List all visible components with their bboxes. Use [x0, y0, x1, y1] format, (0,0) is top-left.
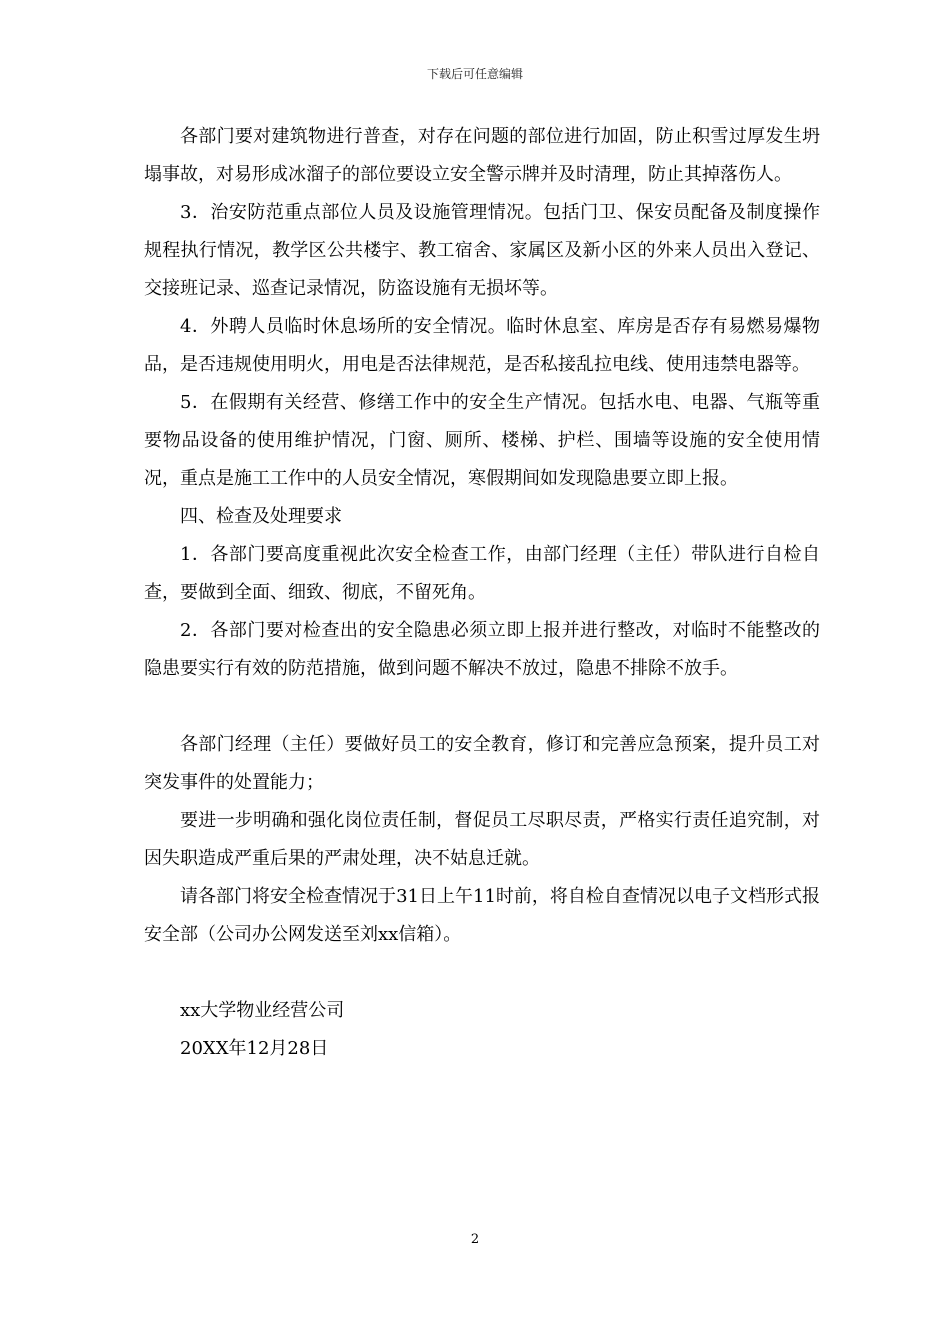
- paragraph-item-3-security: 3．治安防范重点部位人员及设施管理情况。包括门卫、保安员配备及制度操作规程执行情况，教学区公共楼宇、教工宿舍、家属区及新小区的外来人员出入登记、交接班记录、巡查记录情况，防盗设施有无损坏等。: [144, 202, 820, 299]
- paragraph-requirement-2: 2．各部门要对检查出的安全隐患必须立即上报并进行整改，对临时不能整改的隐患要实行有效的防范措施，做到问题不解决不放过，隐患不排除不放手。: [144, 620, 820, 679]
- paragraph-item-4-rest-area: 4．外聘人员临时休息场所的安全情况。临时休息室、库房是否存有易燃易爆物品，是否违规使用明火，用电是否法律规范，是否私接乱拉电线、使用违禁电器等。: [144, 316, 820, 375]
- signature-organization: xx大学物业经营公司: [180, 1000, 345, 1021]
- paragraph-responsibility: 要进一步明确和强化岗位责任制，督促员工尽职尽责，严格实行责任追究制，对因失职造成严重后果的严肃处理，决不姑息迁就。: [144, 810, 820, 869]
- signature-date: 20XX年12月28日: [180, 1038, 329, 1059]
- header-note: 下载后可任意编辑: [426, 67, 523, 81]
- paragraph-submission: 请各部门将安全检查情况于31日上午11时前，将自检自查情况以电子文档形式报安全部（公司办公网发送至刘xx信箱）。: [144, 886, 820, 945]
- paragraph-spacer: [144, 688, 820, 726]
- page-number: 2: [470, 1232, 480, 1247]
- signature-spacer: [144, 954, 820, 992]
- paragraph-building-inspection: 各部门要对建筑物进行普查，对存在问题的部位进行加固，防止积雪过厚发生坍塌事故，对易形成冰溜子的部位要设立安全警示牌并及时清理，防止其掉落伤人。: [144, 126, 820, 185]
- document-body: [144, 118, 820, 1068]
- section-heading-requirements: 四、检查及处理要求: [180, 506, 342, 527]
- paragraph-item-5-production: 5．在假期有关经营、修缮工作中的安全生产情况。包括水电、电器、气瓶等重要物品设备的使用维护情况，门窗、厕所、楼梯、护栏、围墙等设施的安全使用情况，重点是施工工作中的人员安全情况，寒假期间如发现隐患要立即上报。: [144, 392, 820, 489]
- paragraph-safety-education: 各部门经理（主任）要做好员工的安全教育，修订和完善应急预案，提升员工对突发事件的处置能力；: [144, 734, 820, 793]
- paragraph-requirement-1: 1．各部门要高度重视此次安全检查工作，由部门经理（主任）带队进行自检自查，要做到全面、细致、彻底，不留死角。: [144, 544, 820, 603]
